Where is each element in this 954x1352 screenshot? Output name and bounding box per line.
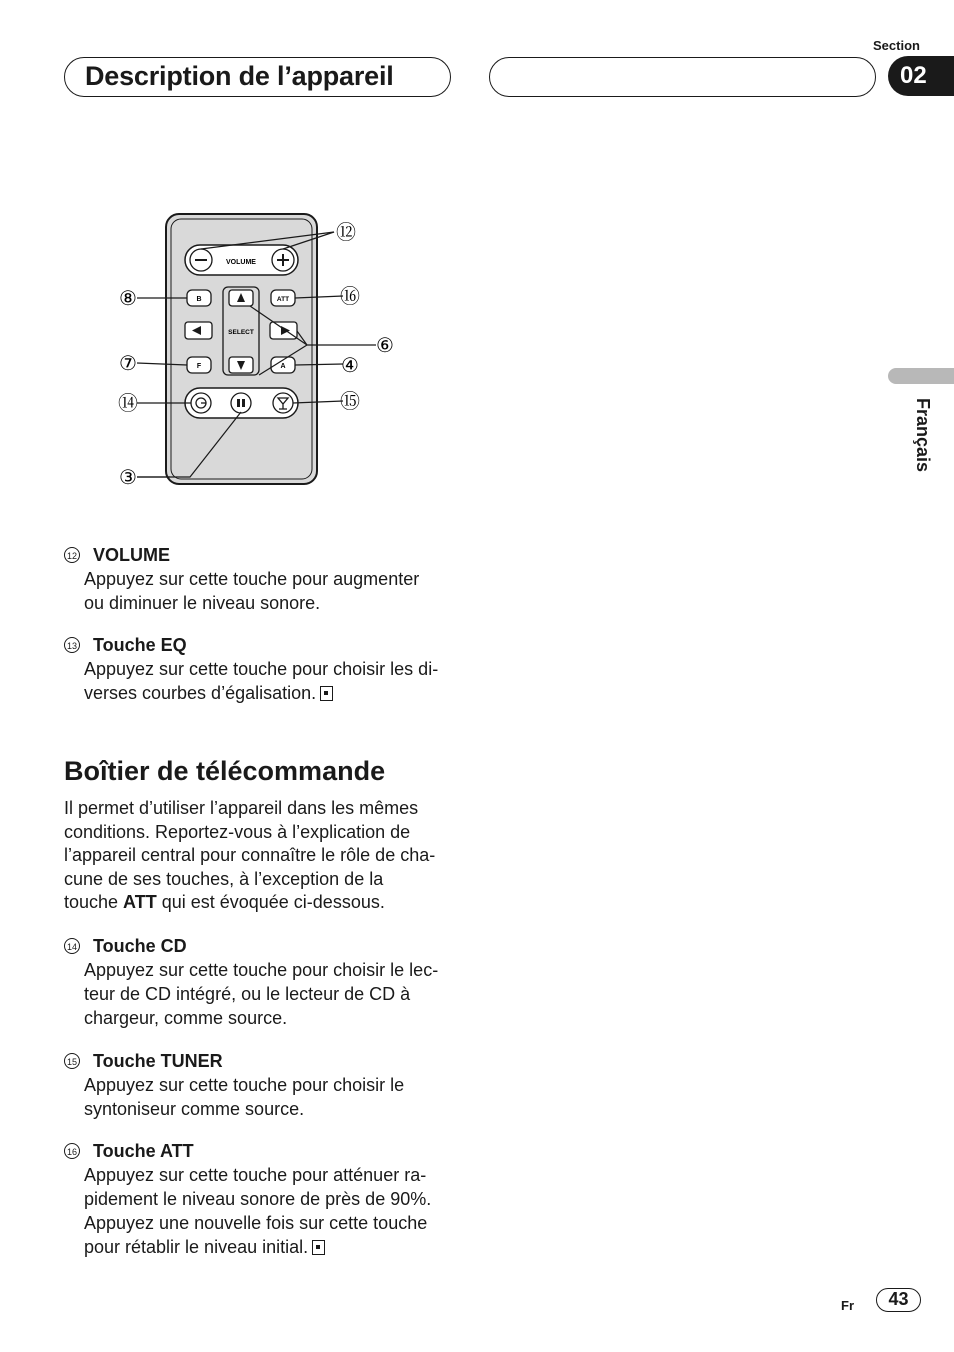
item-number-badge: 16 bbox=[64, 1143, 80, 1159]
att-keyword: ATT bbox=[123, 892, 157, 912]
header-empty-box bbox=[489, 57, 876, 97]
item-title: Touche ATT bbox=[93, 1141, 194, 1161]
item-title: Touche TUNER bbox=[93, 1051, 223, 1071]
item-eq bbox=[64, 633, 464, 705]
end-mark-icon bbox=[312, 1240, 325, 1255]
remote-control-illustration bbox=[110, 205, 410, 490]
language-code: Fr bbox=[841, 1298, 854, 1313]
item-cd bbox=[64, 934, 464, 1030]
b-button-text: B bbox=[196, 296, 202, 303]
item-line: teur de CD intégré, ou le lecteur de CD à bbox=[84, 984, 411, 1004]
att-button-text: ATT bbox=[276, 296, 290, 303]
item-volume bbox=[64, 543, 464, 615]
a-button-text: A bbox=[280, 363, 286, 370]
item-line: ou diminuer le niveau sonore. bbox=[84, 593, 321, 613]
paragraph-line: Il permet d’utiliser l’appareil dans les mêmes bbox=[64, 798, 419, 818]
item-line: Appuyez une nouvelle fois sur cette touche bbox=[84, 1213, 428, 1233]
section-heading: Boîtier de télécommande bbox=[64, 756, 386, 786]
item-line: syntoniseur comme source. bbox=[84, 1099, 305, 1119]
item-number-badge: 13 bbox=[64, 637, 80, 653]
page-number: 43 bbox=[876, 1288, 921, 1312]
paragraph-line: touche ATT qui est évoquée ci-dessous. bbox=[64, 892, 385, 912]
item-number-badge: 15 bbox=[64, 1053, 80, 1069]
callout-3: ③ bbox=[119, 467, 137, 489]
pause-button bbox=[231, 393, 251, 413]
header-title-box bbox=[64, 57, 451, 97]
section-number-badge: 02 bbox=[888, 56, 954, 96]
volume-text: VOLUME bbox=[226, 259, 256, 266]
item-line: verses courbes d’égalisation. bbox=[84, 683, 317, 703]
select-text: SELECT bbox=[228, 329, 254, 336]
item-title: VOLUME bbox=[93, 545, 171, 565]
item-line: Appuyez sur cette touche pour choisir le bbox=[84, 1075, 405, 1095]
item-line: pour rétablir le niveau initial. bbox=[84, 1237, 309, 1257]
item-line: Appuyez sur cette touche pour atténuer ra- bbox=[84, 1165, 427, 1185]
callout-4: ④ bbox=[341, 355, 359, 377]
callout-6: ⑥ bbox=[376, 335, 394, 357]
item-line: Appuyez sur cette touche pour augmenter bbox=[84, 569, 420, 589]
paragraph-line: cune de ses touches, à l’exception de la bbox=[64, 868, 384, 889]
item-line: pidement le niveau sonore de près de 90%. bbox=[84, 1189, 432, 1209]
item-tuner bbox=[64, 1049, 464, 1121]
paragraph-line: conditions. Reportez-vous à l’explication de bbox=[64, 821, 411, 842]
callout-7: ⑦ bbox=[119, 353, 137, 375]
callout-15: ⑮ bbox=[340, 391, 360, 413]
language-tab-marker bbox=[888, 368, 954, 384]
callout-16: ⑯ bbox=[340, 286, 360, 308]
item-title: Touche EQ bbox=[93, 635, 187, 655]
callout-8: ⑧ bbox=[119, 288, 137, 310]
item-line: Appuyez sur cette touche pour choisir le lec- bbox=[84, 960, 439, 980]
end-mark-icon bbox=[320, 686, 333, 701]
item-att bbox=[64, 1139, 464, 1259]
f-button-text: F bbox=[196, 363, 202, 370]
paragraph-line: l’appareil central pour connaître le rôle de cha- bbox=[64, 845, 436, 865]
language-label: Français bbox=[913, 398, 933, 473]
page-title: Description de l’appareil bbox=[85, 61, 394, 91]
callout-12: ⑫ bbox=[336, 222, 356, 244]
boitier-paragraph bbox=[64, 797, 435, 915]
item-line: Appuyez sur cette touche pour choisir les di- bbox=[84, 659, 439, 679]
section-label: Section bbox=[873, 38, 920, 53]
item-number-badge: 12 bbox=[64, 547, 80, 563]
item-title: Touche CD bbox=[93, 936, 187, 956]
item-number-badge: 14 bbox=[64, 938, 80, 954]
callout-14: ⑭ bbox=[118, 393, 138, 415]
item-line: chargeur, comme source. bbox=[84, 1008, 288, 1028]
